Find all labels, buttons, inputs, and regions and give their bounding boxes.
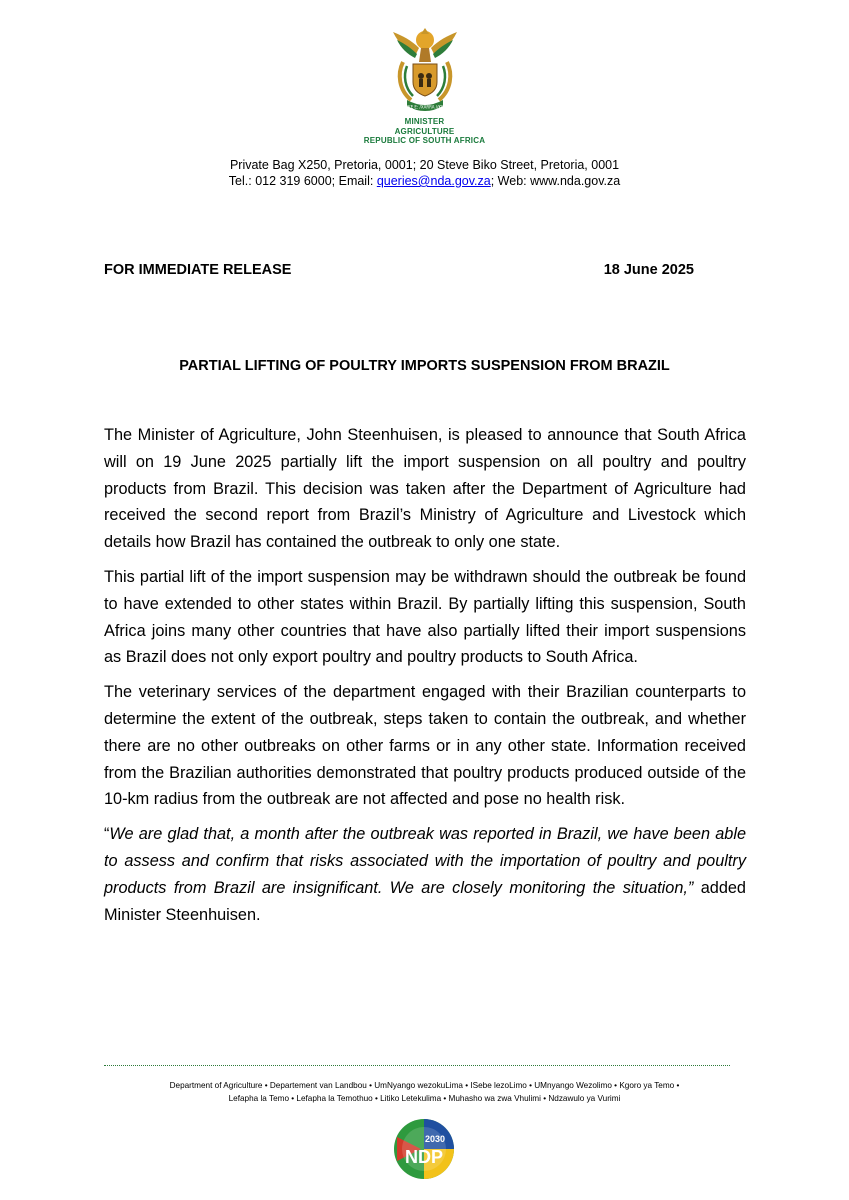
coat-of-arms-logo xyxy=(385,18,465,116)
paragraph-2: This partial lift of the import suspension may be withdrawn should the outbreak be found to have extended to other states within Brazil. By partially lifting this suspension, South Africa joins many other countries that have also partially lifted their import suspensions as Brazil does not only export poultry and poultry products to South Africa. xyxy=(104,567,746,667)
ndp-2030-logo xyxy=(391,1117,457,1181)
press-release-body xyxy=(104,422,746,936)
contact-line xyxy=(0,173,849,189)
footer-departments xyxy=(0,1079,849,1105)
ndp-year: 2030 xyxy=(424,1134,446,1144)
ministry-line-department: AGRICULTURE xyxy=(394,126,455,136)
svg-text:!KE E: /XARRA //KE: !KE E: /XARRA //KE xyxy=(406,104,444,110)
ministry-title xyxy=(0,117,849,146)
footer-divider xyxy=(104,1065,730,1066)
headline: PARTIAL LIFTING OF POULTRY IMPORTS SUSPENSION FROM BRAZIL xyxy=(179,358,670,374)
quote-attribution: added Minister Steenhuisen. xyxy=(104,878,746,924)
contact-prefix: Tel.: 012 319 6000; Email: xyxy=(228,174,377,188)
ministry-line-minister: MINISTER xyxy=(404,117,445,126)
paragraph-3: The veterinary services of the department engaged with their Brazilian counterparts to determine the extent of the outbreak, steps taken to contain the outbreak, and whether there are no other outbreaks on other farms or in any other state. Information received from the Brazilian authorities demonstrated that poultry products produced outside of the 10-km radius from the outbreak are not affected and pose no health risk. xyxy=(104,683,746,809)
footer-line-2: Lefapha la Temo • Lefapha la Temothuo • Litiko Letekulima • Muhasho wa zwa Vhulimi • Ndzawulo ya Vurimi xyxy=(228,1094,621,1103)
ndp-label: NDP xyxy=(404,1147,444,1167)
contact-block xyxy=(0,157,849,189)
release-label: FOR IMMEDIATE RELEASE xyxy=(104,262,292,278)
paragraph-quote xyxy=(104,821,746,928)
contact-suffix: ; Web: www.nda.gov.za xyxy=(490,174,621,188)
release-date: 18 June 2025 xyxy=(603,262,694,278)
address-line: Private Bag X250, Pretoria, 0001; 20 Steve Biko Street, Pretoria, 0001 xyxy=(229,158,620,172)
footer-line-1: Department of Agriculture • Departement van Landbou • UmNyango wezokuLima • ISebe lezoLimo • UMnyango Wezolimo • Kgoro ya Temo • xyxy=(169,1081,680,1090)
quote-mark: “ xyxy=(104,825,110,844)
paragraph-1: The Minister of Agriculture, John Steenhuisen, is pleased to announce that South Africa will on 19 June 2025 partially lift the import suspension on all poultry and poultry products from Brazil. This decision was taken after the Department of Agriculture had received the second report from Brazil’s Ministry of Agriculture and Livestock which details how Brazil has contained the outbreak to only one state. xyxy=(104,426,746,552)
ministry-line-country: REPUBLIC OF SOUTH AFRICA xyxy=(363,136,486,145)
email-link[interactable]: queries@nda.gov.za xyxy=(376,174,491,188)
minister-quote: We are glad that, a month after the outbreak was reported in Brazil, we have been able to assess and confirm that risks associated with the importation of poultry and poultry products from Brazil are insignificant. We are closely monitoring the situation,” xyxy=(104,825,746,897)
